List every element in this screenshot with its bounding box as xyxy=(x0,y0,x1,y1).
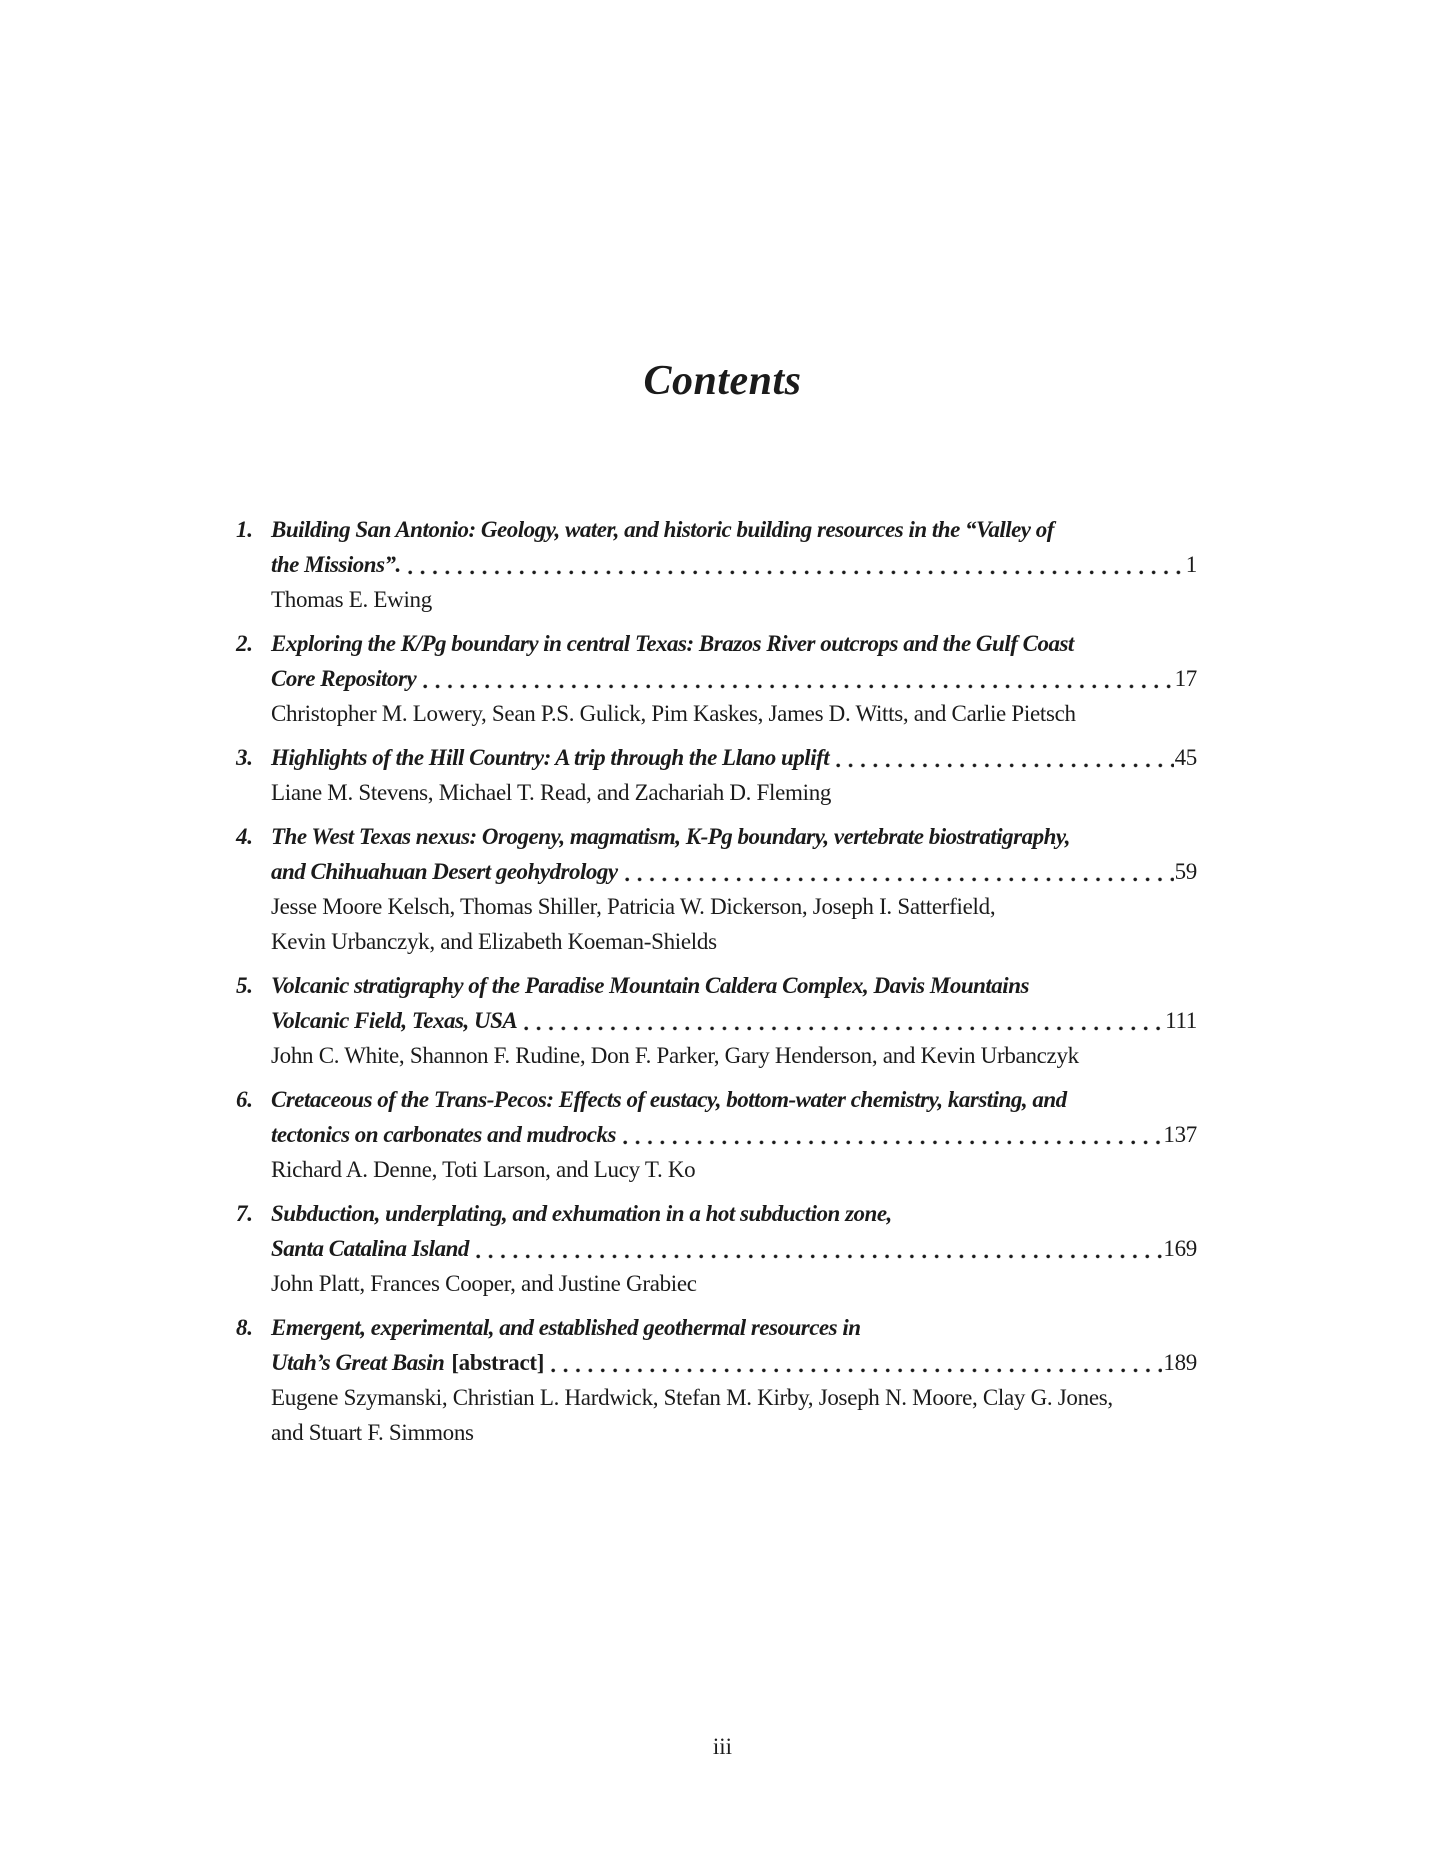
entry-number: 2. xyxy=(236,631,253,656)
toc-entry xyxy=(236,1196,1197,1301)
entry-number: 6. xyxy=(236,1087,253,1112)
table-of-contents xyxy=(236,512,1197,1459)
entry-leader-line xyxy=(271,740,1197,775)
entry-body xyxy=(271,819,1197,959)
page-title: Contents xyxy=(643,358,802,404)
entry-body xyxy=(271,1196,1197,1301)
entry-body xyxy=(271,1082,1197,1187)
entry-title-text: Highlights of the Hill Country: A trip through the Llano uplift xyxy=(271,745,830,770)
entry-body xyxy=(271,740,1197,810)
entry-page-number: 111 xyxy=(1165,1008,1197,1033)
entry-title-line: The West Texas nexus: Orogeny, magmatism, K-Pg boundary, vertebrate biostratigraphy, xyxy=(271,824,1071,849)
entry-number: 5. xyxy=(236,973,253,998)
dot-leader xyxy=(423,684,1173,689)
entry-page-number: 169 xyxy=(1163,1236,1197,1261)
entry-leader-line xyxy=(271,1117,1197,1152)
entry-page-number: 189 xyxy=(1163,1350,1197,1375)
entry-body xyxy=(271,1310,1197,1450)
entry-title-line: Building San Antonio: Geology, water, and historic building resources in the “Valley of xyxy=(271,517,1054,542)
entry-leader-line xyxy=(271,1345,1197,1380)
entry-title-line: Emergent, experimental, and established geothermal resources in xyxy=(271,1315,861,1340)
entry-title-text: Core Repository xyxy=(271,666,417,691)
entry-page-number: 1 xyxy=(1185,552,1197,577)
entry-title-text: the Missions”. xyxy=(271,552,401,577)
entry-authors-line: Christopher M. Lowery, Sean P.S. Gulick, Pim Kaskes, James D. Witts, and Carlie Pietsch xyxy=(271,701,1076,726)
entry-authors-line: and Stuart F. Simmons xyxy=(271,1420,474,1445)
entry-number: 8. xyxy=(236,1315,253,1340)
entry-leader-line xyxy=(271,661,1197,696)
entry-leader-line xyxy=(271,1231,1197,1266)
entry-page-number: 59 xyxy=(1174,859,1197,884)
entry-number: 4. xyxy=(236,824,253,849)
entry-page-number: 45 xyxy=(1174,745,1197,770)
dot-leader xyxy=(524,1026,1164,1031)
entry-authors-line: Thomas E. Ewing xyxy=(271,587,432,612)
toc-entry xyxy=(236,1082,1197,1187)
dot-leader xyxy=(836,763,1173,768)
entry-authors-line: John C. White, Shannon F. Rudine, Don F. Parker, Gary Henderson, and Kevin Urbanczyk xyxy=(271,1043,1079,1068)
toc-entry xyxy=(236,1310,1197,1450)
entry-body xyxy=(271,626,1197,731)
toc-entry xyxy=(236,968,1197,1073)
entry-title-text: Volcanic Field, Texas, USA xyxy=(271,1008,518,1033)
toc-entry xyxy=(236,512,1197,617)
toc-entry xyxy=(236,819,1197,959)
entry-page-number: 17 xyxy=(1174,666,1197,691)
folio-page-number: iii xyxy=(712,1734,733,1759)
entry-page-number: 137 xyxy=(1163,1122,1197,1147)
dot-leader xyxy=(625,877,1174,882)
entry-authors-line: John Platt, Frances Cooper, and Justine Grabiec xyxy=(271,1271,697,1296)
entry-title-line: Cretaceous of the Trans-Pecos: Effects of eustacy, bottom-water chemistry, karsting, and xyxy=(271,1087,1067,1112)
dot-leader xyxy=(623,1140,1162,1145)
entry-leader-line xyxy=(271,854,1197,889)
entry-number: 3. xyxy=(236,745,253,770)
entry-body xyxy=(271,512,1197,617)
dot-leader xyxy=(476,1254,1163,1259)
entry-title-text: tectonics on carbonates and mudrocks xyxy=(271,1122,616,1147)
entry-authors-line: Eugene Szymanski, Christian L. Hardwick, Stefan M. Kirby, Joseph N. Moore, Clay G. Jones, xyxy=(271,1385,1113,1410)
entry-title-suffix: [abstract] xyxy=(451,1350,545,1375)
entry-number: 7. xyxy=(236,1201,253,1226)
entry-title-text: Utah’s Great Basin xyxy=(271,1350,445,1375)
entry-title-line: Exploring the K/Pg boundary in central Texas: Brazos River outcrops and the Gulf Coast xyxy=(271,631,1074,656)
entry-title-text: and Chihuahuan Desert geohydrology xyxy=(271,859,618,884)
entry-title-text: Santa Catalina Island xyxy=(271,1236,469,1261)
dot-leader xyxy=(408,570,1185,575)
entry-authors-line: Liane M. Stevens, Michael T. Read, and Zachariah D. Fleming xyxy=(271,780,832,805)
toc-entry xyxy=(236,626,1197,731)
entry-leader-line xyxy=(271,1003,1197,1038)
entry-authors-line: Richard A. Denne, Toti Larson, and Lucy T. Ko xyxy=(271,1157,696,1182)
entry-title-line: Subduction, underplating, and exhumation in a hot subduction zone, xyxy=(271,1201,892,1226)
entry-leader-line xyxy=(271,547,1197,582)
toc-entry xyxy=(236,740,1197,810)
entry-authors-line: Jesse Moore Kelsch, Thomas Shiller, Patricia W. Dickerson, Joseph I. Satterfield, xyxy=(271,894,996,919)
entry-number: 1. xyxy=(236,517,253,542)
dot-leader xyxy=(551,1368,1162,1373)
entry-authors-line: Kevin Urbanczyk, and Elizabeth Koeman-Shields xyxy=(271,929,717,954)
entry-body xyxy=(271,968,1197,1073)
entry-title-line: Volcanic stratigraphy of the Paradise Mountain Caldera Complex, Davis Mountains xyxy=(271,973,1029,998)
